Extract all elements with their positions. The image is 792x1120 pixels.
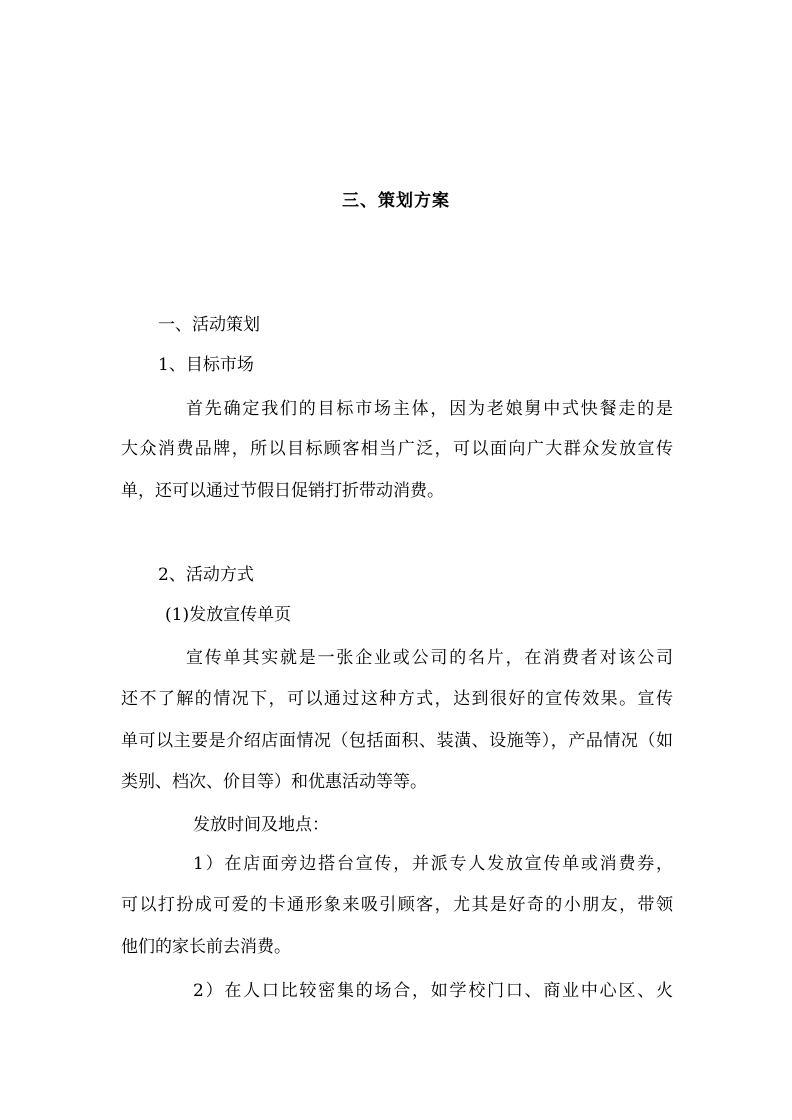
heading-activity-method: 2、活动方式 [158, 565, 254, 585]
heading-activity-planning: 一、活动策划 [158, 315, 260, 335]
paragraph-line: 2）在人口比较密集的场合，如学校门口、商业中心区、火 [193, 981, 673, 1001]
paragraph-line: 类别、档次、价目等）和优惠活动等等。 [121, 772, 427, 792]
paragraph-line: 还不了解的情况下，可以通过这种方式，达到很好的宣传效果。宣传 [121, 689, 673, 709]
paragraph-line: 首先确定我们的目标市场主体，因为老娘舅中式快餐走的是 [186, 399, 673, 419]
paragraph-line: 可以打扮成可爱的卡通形象来吸引顾客，尤其是好奇的小朋友，带领 [121, 895, 673, 915]
paragraph-line: 1）在店面旁边搭台宣传，并派专人发放宣传单或消费券， [193, 854, 673, 874]
paragraph-line: 单可以主要是介绍店面情况（包括面积、装潢、设施等），产品情况（如 [121, 731, 673, 751]
paragraph-line: 他们的家长前去消费。 [121, 937, 291, 957]
paragraph-line: 大众消费品牌，所以目标顾客相当广泛，可以面向广大群众发放宣传 [121, 439, 673, 459]
section-title: 三、策划方案 [342, 191, 450, 211]
heading-target-market: 1、目标市场 [158, 355, 254, 375]
subheading-flyers: (1)发放宣传单页 [165, 605, 292, 625]
time-place-label: 发放时间及地点： [193, 815, 329, 835]
paragraph-line: 单，还可以通过节假日促销打折带动消费。 [121, 481, 444, 501]
paragraph-line: 宣传单其实就是一张企业或公司的名片，在消费者对该公司 [186, 648, 673, 668]
